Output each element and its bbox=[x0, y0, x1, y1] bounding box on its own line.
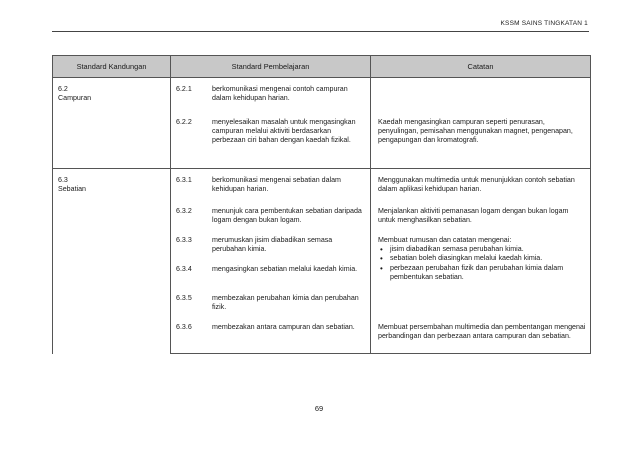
standard-number: 6.3.1 bbox=[176, 176, 192, 184]
section-code: 6.2 bbox=[58, 85, 68, 93]
section-title: Sebatian bbox=[58, 185, 87, 194]
note-cell bbox=[371, 78, 591, 112]
learning-standard-cell bbox=[171, 111, 371, 169]
table-row bbox=[53, 169, 591, 201]
learning-standard-cell bbox=[171, 229, 371, 258]
section-code: 6.3 bbox=[58, 176, 68, 184]
standard-text: berkomunikasi mengenai contoh campuran dalam kehidupan harian. bbox=[212, 85, 348, 103]
page-number: 69 bbox=[314, 404, 324, 413]
standard-number: 6.3.6 bbox=[176, 323, 192, 331]
standard-number: 6.3.5 bbox=[176, 294, 192, 302]
table-header-row bbox=[53, 56, 591, 78]
standard-text: menyelesaikan masalah untuk mengasingkan campuran melalui aktiviti berdasarkan perbezaan ciri bahan dengan kaedah fizikal. bbox=[212, 118, 356, 145]
column-header-pembelajaran: Standard Pembelajaran bbox=[171, 56, 371, 78]
note-text: Membuat persembahan multimedia dan pembentangan mengenai perbandingan dan perbezaan antara campuran dan sebatian. bbox=[378, 323, 586, 341]
standard-text: merumuskan jisim diabadikan semasa perubahan kimia. bbox=[212, 236, 333, 254]
list-item: • perbezaan perubahan fizik dan perubahan kimia dalam pembentukan sebatian. bbox=[390, 264, 586, 282]
learning-standard-cell bbox=[171, 287, 371, 316]
standard-number: 6.3.2 bbox=[176, 207, 192, 215]
table-row bbox=[53, 78, 591, 112]
note-cell bbox=[371, 200, 591, 229]
header-divider bbox=[52, 31, 589, 32]
note-bullet-list bbox=[376, 245, 586, 282]
standard-text: berkomunikasi mengenai sebatian dalam kehidupan harian. bbox=[212, 176, 341, 194]
standard-text: membezakan perubahan kimia dan perubahan fizik. bbox=[212, 294, 359, 312]
column-header-kandungan: Standard Kandungan bbox=[53, 56, 171, 78]
note-text: Membuat rumusan dan catatan mengenai: bbox=[378, 236, 512, 244]
standard-number: 6.2.1 bbox=[176, 85, 192, 93]
standard-text: mengasingkan sebatian melalui kaedah kimia. bbox=[212, 265, 358, 273]
note-cell bbox=[371, 169, 591, 201]
note-cell bbox=[371, 316, 591, 354]
section-title: Campuran bbox=[58, 94, 92, 103]
note-text: Menjalankan aktiviti pemanasan logam dengan bukan logam untuk menghasilkan sebatian. bbox=[378, 207, 569, 225]
section-cell bbox=[53, 78, 171, 169]
standard-text: membezakan antara campuran dan sebatian. bbox=[212, 323, 355, 331]
note-cell bbox=[371, 111, 591, 169]
section-cell bbox=[53, 169, 171, 354]
note-cell bbox=[371, 229, 591, 316]
note-text: Menggunakan multimedia untuk menunjukkan contoh sebatian dalam aplikasi kehidupan harian. bbox=[378, 176, 575, 194]
column-header-catatan: Catatan bbox=[371, 56, 591, 78]
standard-number: 6.3.3 bbox=[176, 236, 192, 244]
learning-standard-cell bbox=[171, 258, 371, 287]
list-item: • sebatian boleh diasingkan melalui kaedah kimia. bbox=[390, 254, 586, 263]
note-text: Kaedah mengasingkan campuran seperti penurasan, penyulingan, pemisahan menggunakan magnet, pengenapan, pengapungan dan kromatografi. bbox=[378, 118, 573, 145]
standards-table bbox=[52, 55, 591, 354]
learning-standard-cell bbox=[171, 200, 371, 229]
standard-number: 6.2.2 bbox=[176, 118, 192, 126]
document-header: KSSM SAINS TINGKATAN 1 bbox=[500, 20, 588, 27]
standard-text: menunjuk cara pembentukan sebatian daripada logam dengan bukan logam. bbox=[212, 207, 362, 225]
list-item: • jisim diabadikan semasa perubahan kimia. bbox=[390, 245, 586, 254]
learning-standard-cell bbox=[171, 78, 371, 112]
learning-standard-cell bbox=[171, 169, 371, 201]
learning-standard-cell bbox=[171, 316, 371, 354]
standard-number: 6.3.4 bbox=[176, 265, 192, 273]
